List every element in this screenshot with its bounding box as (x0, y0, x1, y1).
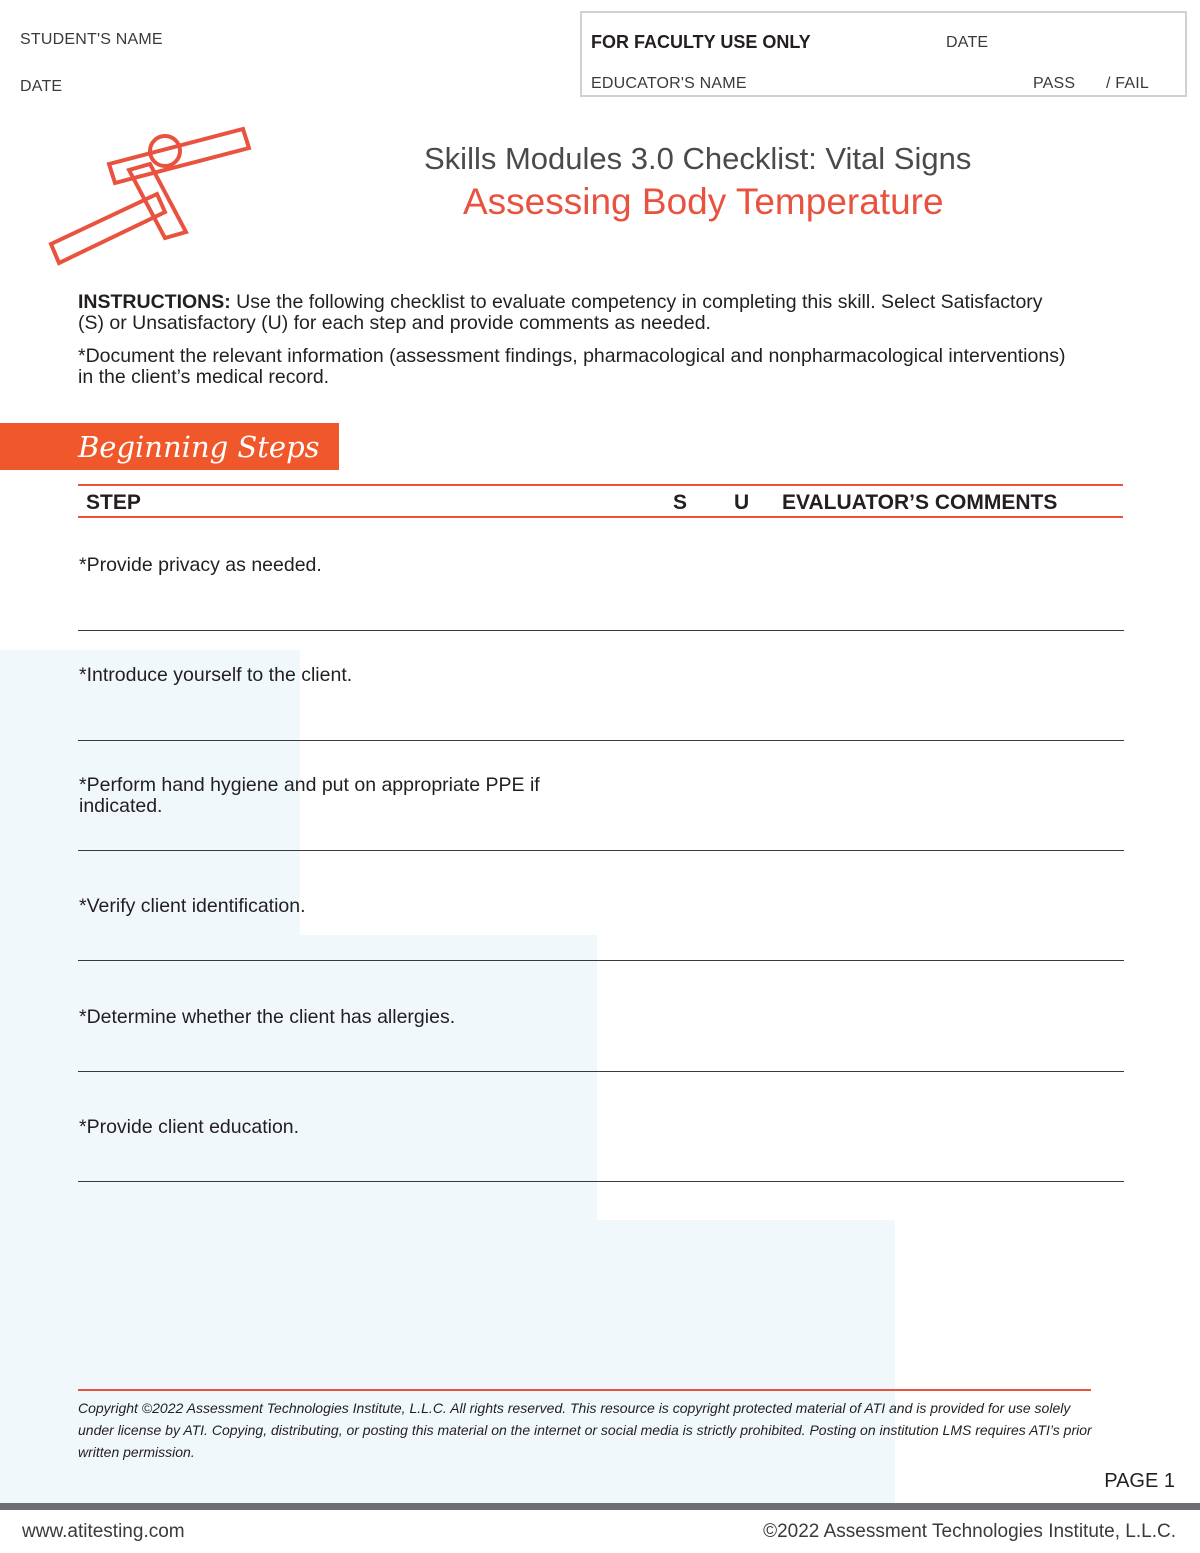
company-copyright: ©2022 Assessment Technologies Institute, L.L.C. (763, 1521, 1176, 1542)
bottom-bar (0, 1503, 1200, 1510)
checklist-row (78, 521, 1124, 631)
section-banner (0, 423, 339, 470)
ati-figure-logo-icon (45, 122, 260, 272)
step-text: *Perform hand hygiene and put on appropriate PPE if indicated. (79, 774, 540, 817)
step-text: *Introduce yourself to the client. (79, 664, 353, 686)
footer-divider (78, 1389, 1091, 1391)
checklist-header (78, 484, 1123, 518)
educator-name-label: EDUCATOR'S NAME (591, 75, 747, 92)
instructions-paragraph (78, 292, 1068, 334)
step-text: *Provide privacy as needed. (79, 554, 322, 576)
instructions (78, 292, 1068, 400)
instructions-lead: INSTRUCTIONS: (78, 291, 231, 313)
checklist-row (78, 962, 1124, 1072)
instructions-text: Use the following checklist to evaluate competency in completing this skill. Select Satisfactory (S) or Unsatisfactory (U) for each step and provide comments as needed. (78, 291, 1043, 334)
checklist-row (78, 1072, 1124, 1182)
comments-column-header: EVALUATOR’S COMMENTS (782, 491, 1058, 514)
step-column-header: STEP (86, 491, 141, 514)
page-subtitle: Assessing Body Temperature (463, 181, 944, 222)
step-text: *Determine whether the client has allergies. (79, 1006, 456, 1028)
u-column-header: U (734, 491, 750, 514)
page-number: PAGE 1 (1104, 1470, 1175, 1492)
pass-label: PASS (1033, 75, 1076, 92)
student-name-label: STUDENT'S NAME (20, 31, 163, 48)
copyright-notice: Copyright ©2022 Assessment Technologies Institute, L.L.C. All rights reserved. This resource is copyright protected material of ATI and is provided for use solely under license by ATI. Copying, distributing, or posting this material on the internet or social media is strictly prohibited. Posting on institution LMS requires ATI’s prior written permission. (78, 1400, 1092, 1460)
section-title: Beginning Steps (78, 430, 320, 464)
fail-label: / FAIL (1106, 75, 1149, 92)
documentation-note: *Document the relevant information (assessment findings, pharmacological and nonpharmacological interventions) in the client’s medical record. (78, 345, 1066, 388)
student-date-label: DATE (20, 78, 63, 95)
faculty-date-label: DATE (946, 34, 989, 51)
checklist-row (78, 741, 1124, 851)
faculty-box (580, 11, 1187, 97)
step-text: *Provide client education. (79, 1116, 300, 1138)
website-link[interactable]: www.atitesting.com (22, 1521, 185, 1542)
checklist-row (78, 631, 1124, 741)
page-title: Skills Modules 3.0 Checklist: Vital Signs (424, 141, 972, 176)
faculty-title: FOR FACULTY USE ONLY (591, 32, 811, 52)
s-column-header: S (673, 491, 688, 514)
checklist-row (78, 851, 1124, 961)
step-text: *Verify client identification. (79, 895, 306, 917)
